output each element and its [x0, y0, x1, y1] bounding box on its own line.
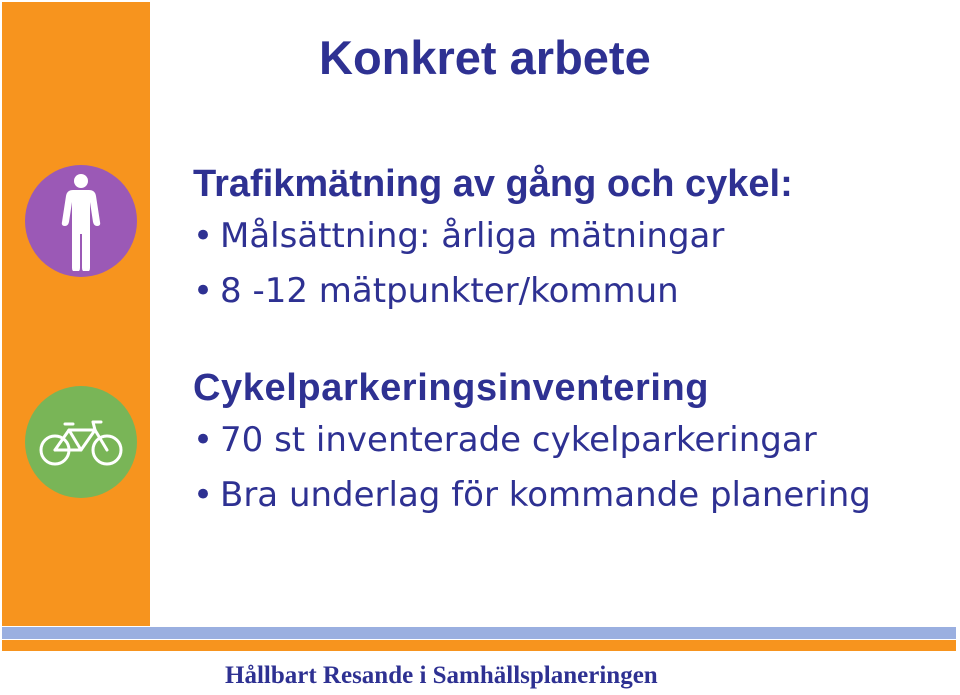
list-item: • Bra underlag för kommande planering — [193, 475, 871, 515]
bullet-icon: • — [193, 420, 214, 460]
footer-stripe-orange — [2, 640, 956, 651]
list-item: • Målsättning: årliga mätningar — [193, 216, 725, 256]
bullet-icon: • — [193, 216, 214, 256]
footer-stripe-blue — [2, 627, 956, 639]
section-heading-traffic: Trafikmätning av gång och cykel: — [193, 163, 793, 205]
slide-title: Konkret arbete — [319, 31, 651, 84]
left-accent-bar — [2, 2, 150, 626]
pedestrian-icon — [51, 171, 111, 271]
list-item: • 8 -12 mätpunkter/kommun — [193, 271, 679, 311]
bullet-list-traffic — [193, 216, 724, 326]
bullet-icon: • — [193, 475, 214, 515]
bullet-list-parking — [193, 420, 871, 530]
bicycle-badge — [25, 386, 137, 498]
list-item: • 70 st inventerade cykelparkeringar — [193, 420, 817, 460]
pedestrian-badge — [25, 165, 137, 277]
bullet-icon: • — [193, 271, 214, 311]
footer-text: Hållbart Resande i Samhällsplaneringen — [225, 662, 658, 689]
bicycle-icon — [39, 414, 123, 470]
section-heading-parking: Cykelparkeringsinventering — [193, 367, 710, 409]
